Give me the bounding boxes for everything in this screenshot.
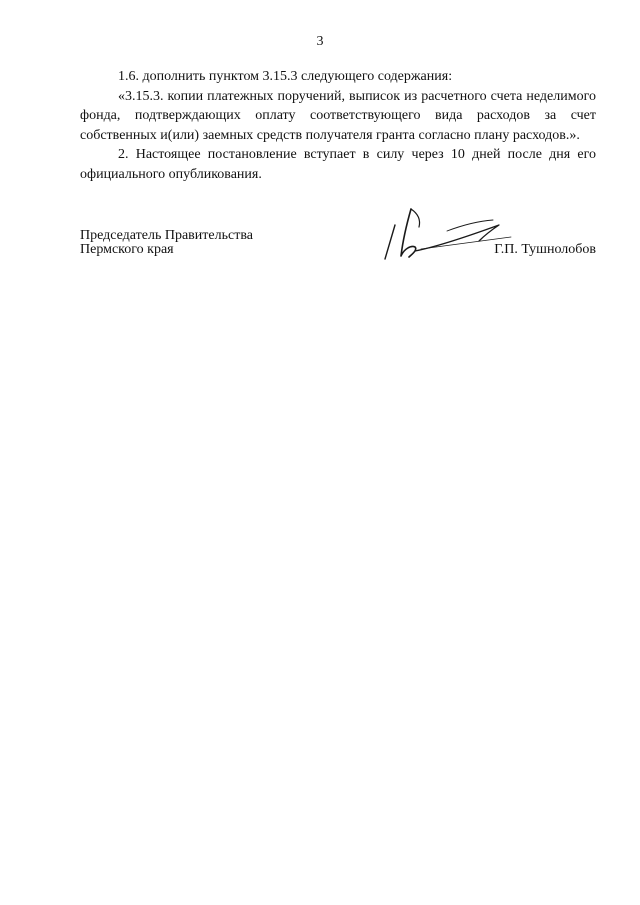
paragraph-3-15-3: «3.15.3. копии платежных поручений, выписок из расчетного счета неделимого фонда, подтверждающих оплату соответствующего вида расходов за счет собственных и(или) заемных средств получателя гранта согласно плану расходов.». [80, 88, 596, 143]
paragraph-2-effective: 2. Настоящее постановление вступает в силу через 10 дней после дня его официального опубликования. [80, 147, 596, 182]
page-number: 3 [316, 34, 324, 49]
signature-stroke-2 [401, 209, 416, 257]
signer-title [80, 229, 253, 257]
signature-block [80, 229, 596, 269]
signature-stroke-4 [415, 225, 499, 251]
signer-title-line-1: Председатель Правительства [80, 228, 253, 243]
signer-title-line-2: Пермского края [80, 242, 174, 257]
paragraph-1-6: 1.6. дополнить пунктом 3.15.3 следующего содержания: [118, 69, 453, 84]
signer-name: Г.П. Тушнолобов [494, 242, 596, 257]
signature-stroke-3 [411, 209, 420, 227]
document-body [80, 67, 596, 184]
signature-stroke-1 [385, 225, 395, 259]
